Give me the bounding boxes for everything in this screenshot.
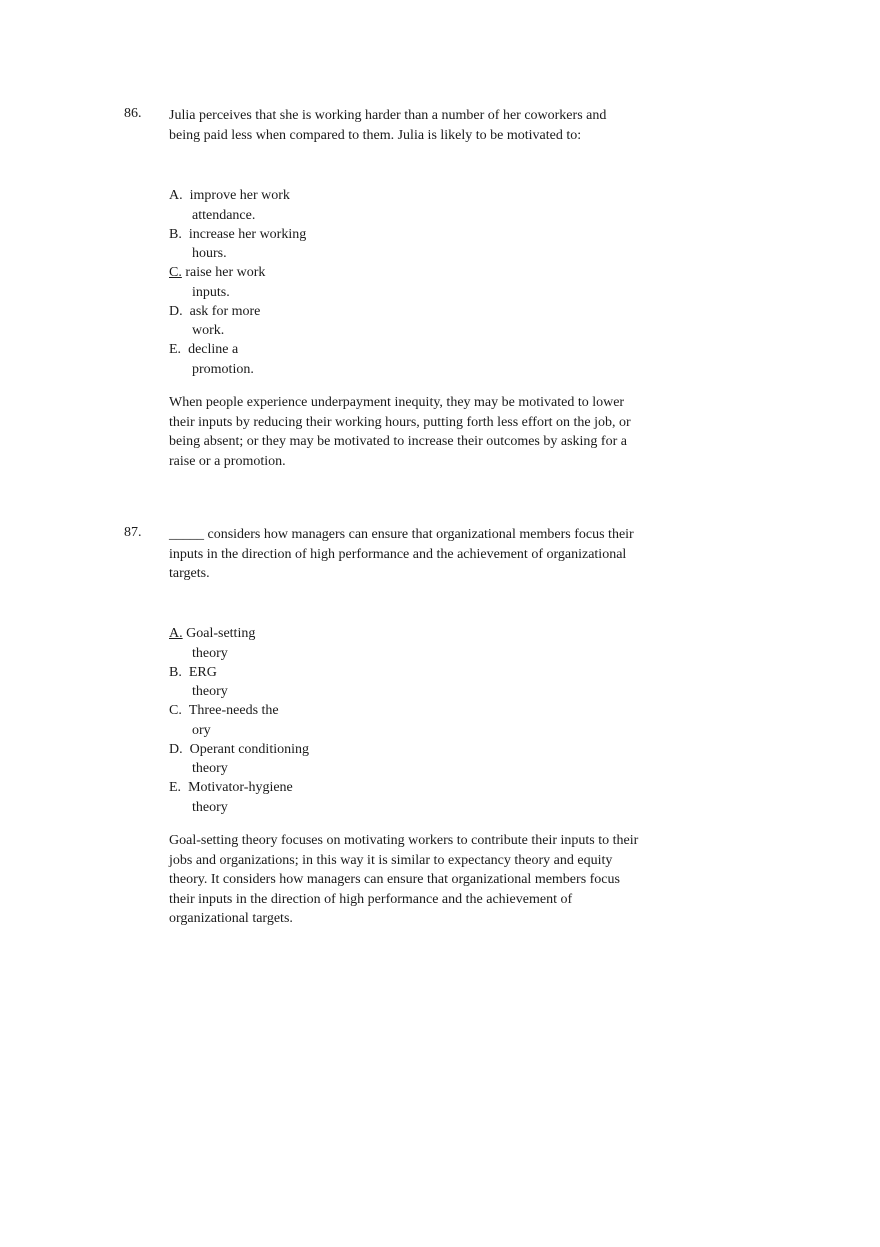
explanation-line: raise or a promotion. <box>169 453 286 469</box>
option-text: Three-needs the <box>188 703 279 718</box>
answer-explanation <box>169 393 659 471</box>
option-c-correct <box>169 263 306 302</box>
explanation-line: their inputs by reducing their working hours, putting forth less effort on the job, or <box>169 414 631 430</box>
option-text-cont: hours. <box>192 246 227 261</box>
option-letter: E. <box>169 342 182 357</box>
option-text-cont: theory <box>192 684 228 699</box>
option-b <box>169 225 306 264</box>
explanation-line: When people experience underpayment inequity, they may be motivated to lower <box>169 395 625 410</box>
option-letter: A. <box>169 188 183 203</box>
option-letter: C. <box>169 703 182 718</box>
stem-line: Julia perceives that she is working harder than a number of her coworkers and <box>169 108 607 123</box>
option-letter: B. <box>169 664 182 680</box>
option-text-cont: theory <box>192 645 228 661</box>
options-list <box>169 186 306 379</box>
option-text: decline a <box>188 342 239 357</box>
option-d <box>169 740 309 779</box>
option-letter: B. <box>169 226 182 242</box>
option-text-cont: inputs. <box>192 284 230 300</box>
option-text-cont: work. <box>192 323 225 338</box>
option-a-correct <box>169 624 309 663</box>
stem-line: targets. <box>169 566 210 581</box>
option-text: ask for more <box>189 303 261 319</box>
options-list <box>169 624 309 817</box>
option-text-cont: theory <box>192 799 228 815</box>
stem-line: inputs in the direction of high performance and the achievement of organizational <box>169 546 627 562</box>
option-letter-correct: C. <box>169 265 182 280</box>
option-e <box>169 340 306 379</box>
stem-line: being paid less when compared to them. Julia is likely to be motivated to: <box>169 127 582 143</box>
option-text-cont: attendance. <box>192 207 256 223</box>
option-c <box>169 701 309 740</box>
option-text: increase her working <box>188 226 307 242</box>
option-text-cont: theory <box>192 761 228 776</box>
answer-explanation <box>169 831 659 929</box>
explanation-line: organizational targets. <box>169 911 293 926</box>
option-text: Motivator-hygiene <box>188 780 293 795</box>
option-text: raise her work <box>185 265 266 280</box>
option-letter: D. <box>169 303 183 319</box>
option-text: improve her work <box>189 188 290 203</box>
question-stem <box>169 525 659 584</box>
explanation-line: being absent; or they may be motivated to increase their outcomes by asking for a <box>169 434 627 449</box>
option-text: Operant conditioning <box>189 741 309 757</box>
option-d <box>169 302 306 341</box>
option-text: ERG <box>188 664 217 680</box>
question-number: 86. <box>124 106 142 121</box>
explanation-line: Goal-setting theory focuses on motivating workers to contribute their inputs to their <box>169 833 639 848</box>
option-letter: E. <box>169 780 182 795</box>
stem-line: _____ considers how managers can ensure that organizational members focus their <box>169 527 634 542</box>
option-e <box>169 778 309 817</box>
option-a <box>169 186 306 225</box>
option-text: Goal-setting <box>186 626 256 641</box>
option-text-cont: promotion. <box>192 361 254 377</box>
question-stem <box>169 106 659 145</box>
option-b <box>169 663 309 702</box>
explanation-line: their inputs in the direction of high performance and the achievement of <box>169 891 573 907</box>
option-text-cont: ory <box>192 722 211 738</box>
explanation-line: theory. It considers how managers can ensure that organizational members focus <box>169 872 620 887</box>
explanation-line: jobs and organizations; in this way it is similar to expectancy theory and equity <box>169 852 613 868</box>
option-letter-correct: A. <box>169 626 183 641</box>
question-number: 87. <box>124 525 142 540</box>
option-letter: D. <box>169 741 183 757</box>
